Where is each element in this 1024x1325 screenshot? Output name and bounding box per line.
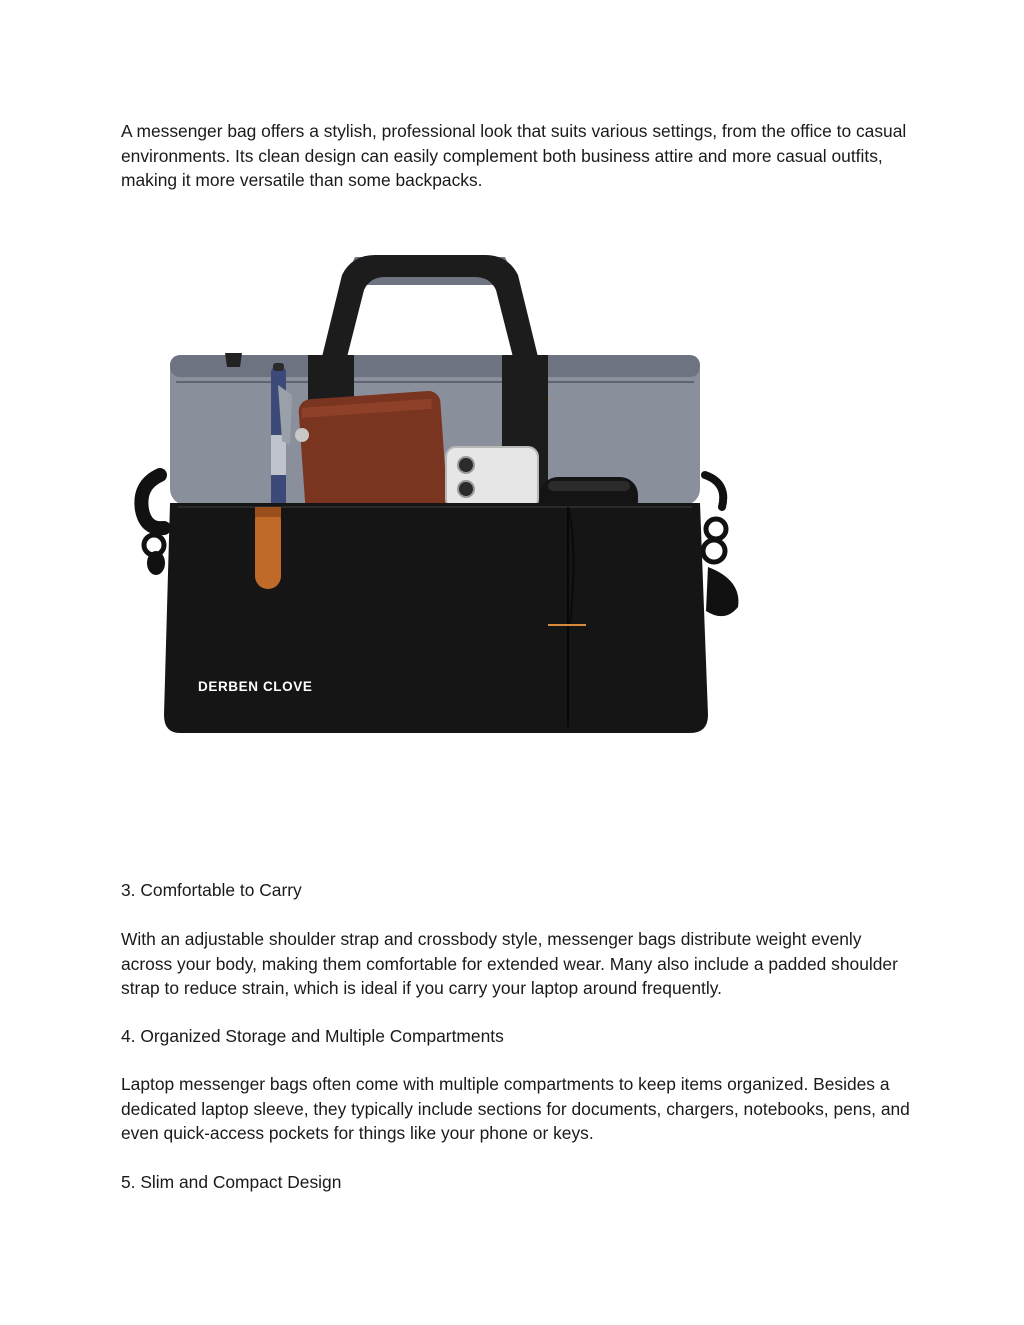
section-body-storage: Laptop messenger bags often come with multiple compartments to keep items organized. Besides a dedicated laptop sleeve, they typically include sections for documents, chargers, notebooks, pens, and even quick-access pockets for things like your phone or keys. xyxy=(121,1074,910,1143)
phone xyxy=(446,447,538,509)
bag-front-panel xyxy=(164,503,708,733)
intro-paragraph: A messenger bag offers a stylish, professional look that suits various settings, from the office to casual environments. Its clean design can easily complement both business attire and more casual outfits, making it more versatile than some backpacks. xyxy=(121,121,907,190)
right-strap-rings xyxy=(703,475,738,616)
section-heading-storage: 4. Organized Storage and Multiple Compartments xyxy=(121,1026,504,1046)
wallet xyxy=(295,390,448,522)
section-heading-slim: 5. Slim and Compact Design xyxy=(121,1172,342,1192)
section-body-comfortable: With an adjustable shoulder strap and crossbody style, messenger bags distribute weight evenly across your body, making them comfortable for extended wear. Many also include a padded shoulder strap to reduce strain, which is ideal if you carry your laptop around frequently. xyxy=(121,929,898,998)
left-strap-rings xyxy=(141,475,165,575)
brand-label: DERBEN CLOVE xyxy=(198,679,313,694)
section-heading-comfortable: 3. Comfortable to Carry xyxy=(121,880,302,900)
bag-handles xyxy=(320,255,540,365)
messenger-bag-illustration xyxy=(130,245,750,740)
messenger-bag-image xyxy=(130,245,750,740)
